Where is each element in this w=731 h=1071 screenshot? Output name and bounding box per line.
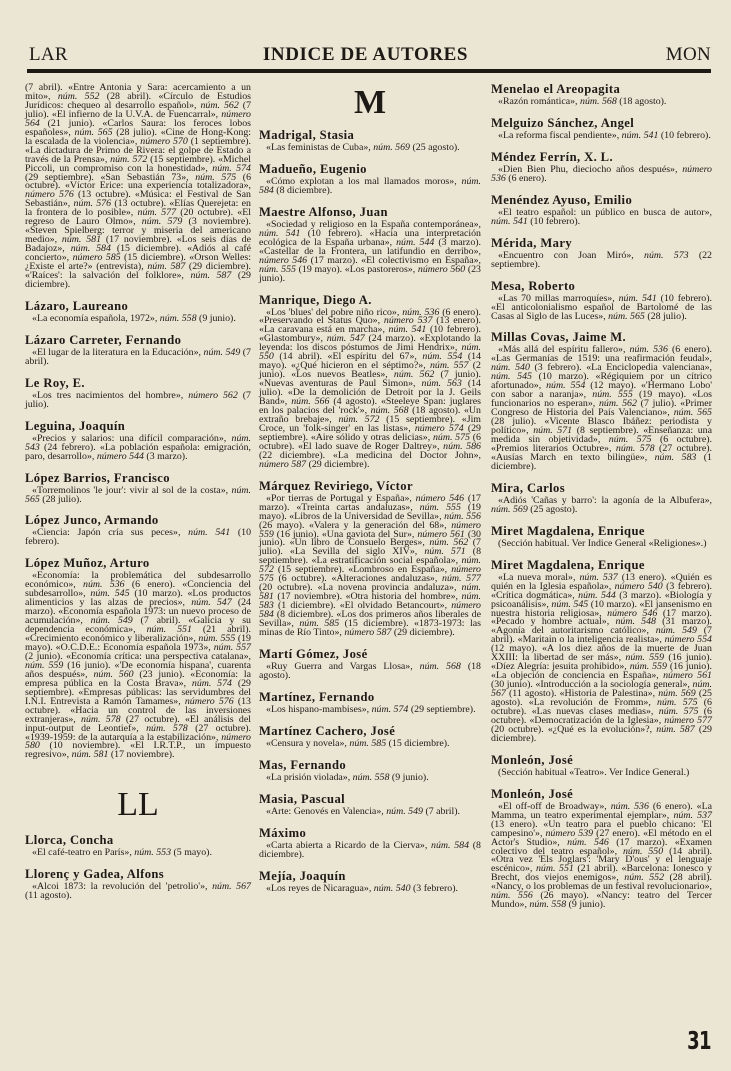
article-list: (Sección habitual «Teatro». Ver Indice General.) xyxy=(498,766,690,778)
author-entry xyxy=(491,116,712,141)
author-name: Le Roy, E. xyxy=(25,375,85,390)
column-3 xyxy=(491,80,712,910)
article-list: «Adiós 'Cañas y barro': la agonía de la Albufera», núm. 569 (25 agosto). xyxy=(491,494,712,515)
author-name: Manrique, Diego A. xyxy=(259,292,372,307)
author-entry xyxy=(491,330,712,471)
author-entry xyxy=(491,150,712,184)
article-list: «Carta abierta a Ricardo de la Cierva», núm. 584 (8 diciembre). xyxy=(259,839,481,860)
article-list: «Cómo explotan a los mal llamados moros», núm. 584 (8 diciembre). xyxy=(259,175,481,196)
author-entry xyxy=(259,724,481,749)
author-entry xyxy=(25,419,251,462)
author-entry xyxy=(25,376,251,410)
author-name: Márquez Reviriego, Víctor xyxy=(259,478,413,493)
author-entry xyxy=(259,690,481,715)
author-entry xyxy=(259,758,481,783)
author-name: Menéndez Ayuso, Emilio xyxy=(491,192,633,207)
column-2 xyxy=(259,80,481,894)
author-name: Llorenç y Gadea, Alfons xyxy=(25,867,165,882)
section-letter: LL xyxy=(117,786,159,824)
running-head-left: LAR xyxy=(29,44,68,65)
author-entry xyxy=(259,205,481,284)
author-entry xyxy=(491,558,712,744)
author-entry xyxy=(25,333,251,367)
author-name: López Muñoz, Arturo xyxy=(25,556,150,571)
article-list: «El off-off de Broadway», núm. 536 (6 enero). «La Mamma, un teatro experimental ejemplar», núm. 537 (13 enero). «Un teatro para el pueblo chicano: 'El campesino'», número 539 (27 enero). «El método en el Actor's Studio», núm. 546 (17 marzo). «Examen colectivo del teatro español», núm. 550 (14 abril). «Otra vez 'Els Joglars': 'Mary D'ous' y el lenguaje escénico», núm. 551 (21 abril). «Barcelona: Ionesco y Brecht, dos viejos enemigos», núm. 552 (28 abril). «Nancy, o los problemas de un festival revolucionario», núm. 556 (26 mayo). «Nancy: teatro del Tercer Mundo», núm. 558 (9 junio). xyxy=(491,800,713,911)
author-name: Monleón, José xyxy=(491,786,574,801)
author-name: Méndez Ferrín, X. L. xyxy=(491,149,614,164)
author-entry xyxy=(491,279,712,322)
header-rule xyxy=(27,69,711,73)
author-entry xyxy=(25,556,251,760)
author-name: Millas Covas, Jaime M. xyxy=(491,330,627,345)
article-list: «Arte: Genovés en Valencia», núm. 549 (7 abril). xyxy=(266,805,460,817)
section-letter: M xyxy=(353,84,387,121)
article-list: (Sección habitual. Ver Indice General «Religiones».) xyxy=(498,537,707,549)
author-name: Mejía, Joaquín xyxy=(259,868,346,883)
author-name: Madueño, Eugenio xyxy=(259,161,367,176)
article-list: «Ciencia: Japón cría sus peces», núm. 541 (10 febrero). xyxy=(25,527,252,548)
article-list: «El café-teatro en París», núm. 553 (5 mayo). xyxy=(32,847,212,859)
article-list: «Precios y salarios: una difícil comparación», núm. 543 (24 febrero). «La población española: emigración, paro, desarrollo», número 544 (3 marzo). xyxy=(25,432,251,462)
article-list: «Razón romántica», núm. 568 (18 agosto). xyxy=(498,96,667,107)
page-title: INDICE DE AUTORES xyxy=(262,44,469,65)
article-list: «Censura y novela», núm. 585 (15 diciembre). xyxy=(266,737,450,749)
article-list: «Economía: la problemática del subdesarrollo económico», núm. 536 (6 enero). «Conciencia del subdesarrollo», núm. 545 (10 marzo). «Los productos alimenticios y las alzas de precios», núm. 547 (24 marzo). «Economía española 1973: un nuevo proceso de acumulación», núm. 549 (7 abril). «Galicia y su dependencia económica», núm. 551 (21 abril). «Crecimiento económico y liberalización», núm. 555 (19 mayo). «O.C.D.E.: Economía española 1973», núm. 557 (2 junio). «Economía crítica: una perspectiva catalana», núm. 559 (16 junio). «'De economía hispana', cuarenta años después», núm. 560 (23 junio). «Economía: la empresa pública en la Costa Brava», núm. 574 (29 septiembre). «Empresas públicas: las servidumbres del I.N.I. Entrevista a Ramón Tamames», número 576 (13 octubre). «Hacia un control de las inversiones extranjeras», núm. 578 (27 octubre). «El análisis del input-output de Leontief», núm. 578 (27 octubre). «1939-1959: de la autarquía a la estabilización», número 580 (10 noviembre). «El I.R.T.P., un impuesto regresivo», núm. 581 (17 noviembre). xyxy=(25,570,251,761)
article-list: «Encuentro con Joan Miró», núm. 573 (22 septiembre). xyxy=(491,249,712,270)
author-name: Mérida, Mary xyxy=(491,235,573,250)
author-entry xyxy=(259,479,481,638)
author-entry xyxy=(259,869,481,894)
article-list: «Torremolinos 'le jour': vivir al sol de la costa», núm. 565 (28 julio). xyxy=(25,484,251,505)
author-entry xyxy=(491,236,712,270)
column-1 xyxy=(25,84,251,901)
article-list: «Los reyes de Nicaragua», núm. 540 (3 febrero). xyxy=(266,882,458,894)
author-entry xyxy=(259,792,481,817)
author-name: López Barrios, Francisco xyxy=(25,470,170,485)
article-list: «Las 70 millas marroquíes», núm. 541 (10 febrero). «El anticolonialismo español de Bartolomé de las Casas al Siglo de las Luces», núm. 565 (28 julio). xyxy=(491,292,712,322)
author-entry xyxy=(25,833,251,858)
author-name: Lázaro, Laureano xyxy=(25,298,129,313)
author-entry xyxy=(491,193,712,227)
author-name: Maestre Alfonso, Juan xyxy=(259,204,388,219)
article-list: «Ruy Guerra and Vargas Llosa», núm. 568 (18 agosto). xyxy=(259,660,481,681)
author-name: Martínez Cachero, José xyxy=(259,723,396,738)
author-name: Miret Magdalena, Enrique xyxy=(491,523,645,538)
article-list: «La reforma fiscal pendiente», núm. 541 (10 febrero). xyxy=(498,129,711,141)
author-name: Mira, Carlos xyxy=(491,480,566,495)
article-list: «Sociedad y religioso en la España contemporánea», núm. 541 (10 febrero). «Hacia una interpretación ecológica de la España urbana», núm. 544 (3 marzo). «Castellar de la Frontera, un latifundio en derribo», número 546 (17 marzo). «El colectivismo en España», núm. 555 (19 mayo). «Los pastoreros», número 560 (23 junio). xyxy=(259,218,482,284)
author-name: Mas, Fernando xyxy=(259,757,347,772)
article-list: «El teatro español: un público en busca de autor», núm. 541 (10 febrero). xyxy=(491,206,712,227)
author-name: Menelao el Areopagita xyxy=(491,82,621,96)
article-list: «Las feministas de Cuba», núm. 569 (25 agosto). xyxy=(266,142,460,153)
author-entry xyxy=(25,867,251,901)
author-name: Lázaro Carreter, Fernando xyxy=(25,332,182,347)
article-list: «Los 'blues' del pobre niño rico», núm. 536 (6 enero). «Preservando el Status Quo», número 537 (13 enero). «La caravana está en marcha», núm. 541 (10 febrero). «Glastombury», núm. 547 (24 marzo). «Explotando la leyenda: los discos póstumos de Jimi Hendrix», núm. 550 (14 abril). «El espíritu del 67», núm. 554 (14 mayo). «¿Qué hicieron en el séptimo?», núm. 557 (2 junio). «Los nuevos Beatles», núm. 562 (7 junio). «Nuevas aventuras de Paul Simon», núm. 563 (14 julio). «De la demolición de Detroit por la J. Geils Band», núm. 566 (4 agosto). «Steeleye Span: juglares en los palacios del 'rock'», núm. 568 (18 agosto). «Un extraño brebaje», núm. 572 (15 septiembre). «Jim Croce, un 'folk-singer' en las listas», número 574 (29 septiembre). «Aire sólido y otras delicias», núm. 575 (6 octubre). «El lado suave de Roger Daltrey», núm. 586 (22 diciembre). «La medicina del Doctor John», número 587 (29 diciembre). xyxy=(259,306,482,470)
author-entry xyxy=(25,471,251,505)
author-name: Martínez, Fernando xyxy=(259,689,375,704)
author-name: Miret Magdalena, Enrique xyxy=(491,557,645,572)
article-list: «Los hispano-mambises», núm. 574 (29 septiembre). xyxy=(266,703,476,715)
author-entry xyxy=(491,787,712,910)
author-name: Masia, Pascual xyxy=(259,791,346,806)
author-name: Melguizo Sánchez, Angel xyxy=(491,115,635,130)
author-name: Monleón, José xyxy=(491,752,574,767)
article-list: «Por tierras de Portugal y España», número 546 (17 marzo). «Treinta cartas andaluzas», núm. 555 (19 mayo). «Libros de la Universidad de Sevilla», núm. 556 (26 mayo). «Valera y la generación del 68», número 559 (16 junio). «Una gaviota del Sur», número 561 (30 junio). «Un libro de Consuelo Berges», núm. 562 (7 julio). «La Sevilla del siglo XIV», núm. 571 (8 septiembre). «La estratificación social española», núm. 572 (15 septiembre). «Lombroso en España», número 575 (6 octubre). «Alteraciones andaluzas», núm. 577 (20 octubre). «La novena provincia andaluza», núm. 581 (17 noviembre). «Otra historia del hombre», núm. 583 (1 diciembre). «El olvidado Betancourt», número 584 (8 diciembre). «Los dos primeros años liberales de Sevilla», núm. 585 (15 diciembre). «1873-1973: las minas de Río Tinto», número 587 (29 diciembre). xyxy=(259,492,482,638)
author-name: Máximo xyxy=(259,825,307,840)
author-entry xyxy=(25,299,251,324)
author-entry xyxy=(259,162,481,196)
author-name: López Junco, Armando xyxy=(25,513,159,528)
entry-continuation-text: (7 abril). «Entre Antonia y Sara: acercamiento a un mito», núm. 552 (28 abril). «Círculo de Estudios Jurídicos: chequeo al desarrollo español», núm. 562 (7 julio). «El infierno de la U.V.A. de Fuencarral», número 564 (21 junio). «Carlos Saura: los feroces lobos españoles», núm. 565 (28 julio). «Cine de Hong-Kong: la escalada de la violencia», número 570 (1 septiembre). «La dictadura de Primo de Rivera: el golpe de Estado a través de la Prensa», núm. 572 (15 septiembre). «Michel Piccoli, un compromiso con la honestidad», núm. 574 (29 septiembre). «San Sebastián 73», núm. 575 (6 octubre). «Víctor Erice: una experiencia totalizadora», número 576 (13 octubre). «Música: el Festival de San Sebastián», núm. 576 (13 octubre). «Elías Querejeta: en la frontera de lo posible», núm. 577 (20 octubre). «El regreso de Lauro Olmo», núm. 579 (3 noviembre). «Steven Spielberg: terror y miseria del americano medio», núm. 581 (17 noviembre). «Los seis días de Badajoz», núm. 584 (15 diciembre). «Adiós al café concierto», número 585 (15 diciembre). «Orson Welles: ¿Existe el arte?» (entrevista), núm. 587 (29 diciembre). «'Raíces': la salvación del folklore», núm. 587 (29 diciembre). xyxy=(25,82,252,290)
running-head-right: MON xyxy=(665,44,711,65)
author-name: Mesa, Roberto xyxy=(491,278,576,293)
article-list: «Dien Bien Phu, dieciocho años después», número 536 (6 enero). xyxy=(491,163,712,184)
article-list: «Más allá del espíritu fallero», núm. 536 (6 enero). «Las Germanías de 1519: una reafirmación feudal», núm. 540 (3 febrero). «La Enciclopedia valenciana», núm. 545 (10 marzo). «Régiquiem por un cítrico afortunado», núm. 554 (12 mayo). «'Hermano Lobo' con sabor a naranja», núm. 555 (19 mayo). «Los funcionarios no esperan», núm. 562 (7 julio). «Primer Congreso de Historia del País Valenciano», núm. 565 (28 julio). «Vicente Blasco Ibáñez: periodista y político», núm. 571 (8 septiembre). «Enseñanza: una medida sin objetividad», núm. 575 (6 octubre). «Premios literarios Octubre», núm. 578 (27 octubre). «Ausías March en texto bilingüe», núm. 583 (1 diciembre). xyxy=(491,344,712,472)
author-entry xyxy=(259,293,481,470)
author-entry xyxy=(259,826,481,860)
author-name: Martí Gómez, José xyxy=(259,646,368,661)
author-entry xyxy=(259,128,481,153)
author-entry xyxy=(491,82,712,107)
author-name: Llorca, Concha xyxy=(25,833,114,848)
author-entry xyxy=(491,524,712,549)
author-entry xyxy=(259,647,481,681)
author-entry xyxy=(491,753,712,778)
author-entry xyxy=(491,481,712,515)
article-list: «La prisión violada», núm. 558 (9 junio). xyxy=(266,771,429,783)
article-list: «La nueva moral», núm. 537 (13 enero). «Quién es quién en la Iglesia española», número 540 (3 febrero). «Crítica dogmática», núm. 544 (3 marzo). «Biología y psicoanálisis», núm. 545 (10 marzo). «El jansenismo en nuestra historia religiosa», número 546 (17 marzo). «Pecado y hombre actual», núm. 548 (31 marzo). «Agonía del autoritarismo católico», núm. 549 (7 abril). «Maritain o la inteligencia realista», número 554 (12 mayo). «A los diez años de la muerte de Juan XXIII: la libertad de ser más», núm. 559 (16 junio). «Díez Alegría: jesuita prohibido», núm. 559 (16 junio). «La objeción de conciencia en España», número 561 (30 junio). «Introducción a la sociología general», núm. 567 (11 agosto). «Historia de Palestina», núm. 569 (25 agosto). «La revolución de Fromm», núm. 575 (6 octubre). «Las nuevas clases medias», núm. 575 (6 octubre). «Democratización de la Iglesia», número 577 (20 octubre). «¿Qué es la evolución»?, núm. 587 (29 diciembre). xyxy=(491,571,712,744)
author-name: Leguina, Joaquín xyxy=(25,418,126,433)
article-list: «Los tres nacimientos del hombre», número 562 (7 julio). xyxy=(25,389,251,410)
page-number: 31 xyxy=(687,1026,711,1055)
author-name: Madrigal, Stasia xyxy=(259,128,355,142)
article-list: «El lugar de la literatura en la Educación», núm. 549 (7 abril). xyxy=(25,346,251,367)
author-entry xyxy=(25,513,251,547)
article-list: «La economía española, 1972», núm. 558 (9 junio). xyxy=(32,312,236,324)
article-list: «Alcoi 1873: la revolución del 'petrolio'», núm. 567 (11 agosto). xyxy=(25,881,251,902)
